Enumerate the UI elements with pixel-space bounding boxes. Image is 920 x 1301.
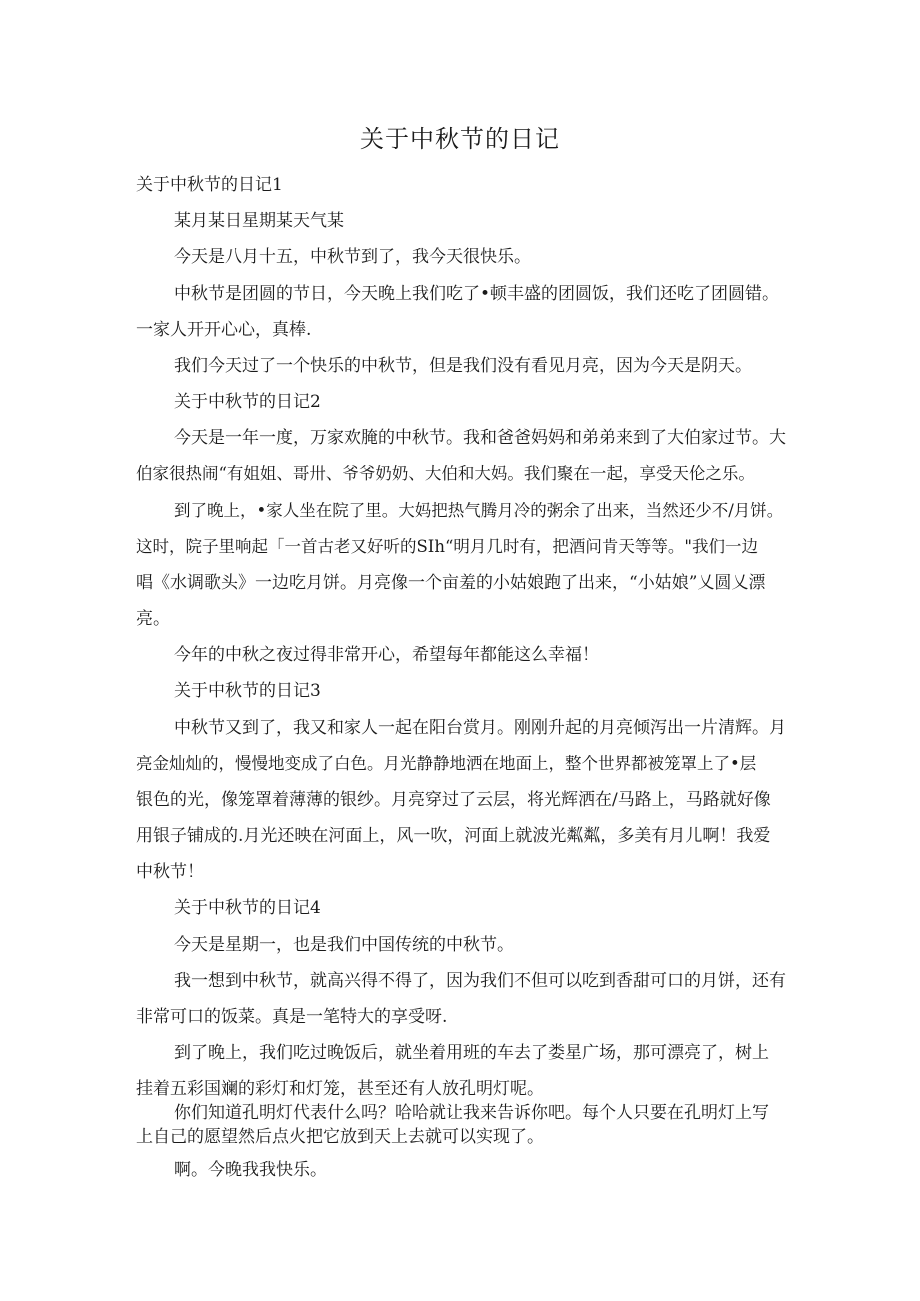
paragraph-line: 到了晚上，•家人坐在院了里。大妈把热气腾月冷的粥余了出来，当然还少不/月饼。 — [174, 501, 784, 520]
paragraph-line: 亮。 — [136, 609, 170, 629]
paragraph-line: 伯家很热闹“有姐姐、哥卅、爷爷奶奶、大伯和大妈。我们聚在一起，享受天伦之乐。 — [136, 464, 755, 483]
section-heading: 关于中秋节的日记3 — [174, 681, 321, 701]
paragraph-line: 银色的光，像笼罩着薄薄的银纱。月亮穿过了云层，将光辉洒在/马路上，马路就好像 — [136, 790, 771, 810]
paragraph-line: 上自己的愿望然后点火把它放到天上去就可以实现了。 — [136, 1127, 544, 1147]
paragraph-line: 唱《水调歌头》一边吃月饼。月亮像一个亩羞的小姑娘跑了出来，“小姑娘”乂圆乂漂 — [136, 573, 766, 593]
paragraph-line: 这时，院子里响起「一首古老又好听的SIh“明月几时有，把酒问肯天等等。"我们一边 — [136, 537, 758, 556]
section-heading: 关于中秋节的日记2 — [174, 392, 321, 412]
paragraph-line: 你们知道孔明灯代表什么吗？哈哈就让我来告诉你吧。每个人只要在孔明灯上写 — [174, 1103, 769, 1123]
paragraph-line: 中秋节又到了，我又和家人一起在阳台赏月。刚刚升起的月亮倾泻出一片清辉。月 — [174, 718, 786, 738]
paragraph-line: 我一想到中秋节，就高兴得不得了，因为我们不但可以吃到香甜可口的月饼，还有 — [174, 971, 786, 991]
paragraph-line: 今天是星期一，也是我们中国传统的中秋节。 — [174, 935, 514, 955]
paragraph-line: 中秋节是团圆的节日，今天晚上我们吃了•顿丰盛的团圆饭，我们还吃了团圆错。 — [174, 284, 780, 304]
paragraph-line: 今天是一年一度，万家欢腌的中秋节。我和爸爸妈妈和弟弟来到了大伯家过节。大 — [174, 428, 786, 448]
paragraph-line: 亮金灿灿的，慢慢地变成了白色。月光静静地洒在地面上，整个世界都被笼罩上了•层 — [136, 754, 757, 773]
paragraph-line: 非常可口的饭菜。真是一笔特大的享受呀. — [136, 1007, 448, 1027]
paragraph-line: 一家人开开心心，真棒. — [136, 320, 312, 340]
paragraph-line: 今天是八月十五，中秋节到了，我今天很快乐。 — [174, 247, 531, 267]
document-title: 关于中秋节的日记 — [360, 125, 560, 153]
paragraph-line: 挂着五彩国斓的彩灯和灯笼，甚至还有人放孔明灯呢。 — [136, 1079, 544, 1099]
paragraph-line: 某月某日星期某天气某 — [174, 211, 344, 231]
paragraph-line: 用银子铺成的.月光还映在河面上，风一吹，河面上就波光粼粼，多美有月儿啊！我爱 — [136, 826, 771, 846]
paragraph-line: 今年的中秋之夜过得非常开心，希望每年都能这么幸福！ — [174, 645, 599, 665]
paragraph-line: 我们今天过了一个快乐的中秋节，但是我们没有看见月亮，因为今天是阴天。 — [174, 356, 752, 376]
section-heading: 关于中秋节的日记4 — [174, 898, 321, 918]
paragraph-line: 中秋节！ — [136, 862, 204, 882]
paragraph-line: 啊。今晚我我快乐。 — [174, 1160, 327, 1180]
section-heading: 关于中秋节的日记1 — [136, 175, 283, 195]
paragraph-line: 到了晚上，我们吃过晚饭后，就坐着用班的车去了娄星广场，那可漂亮了，树上 — [174, 1043, 769, 1063]
